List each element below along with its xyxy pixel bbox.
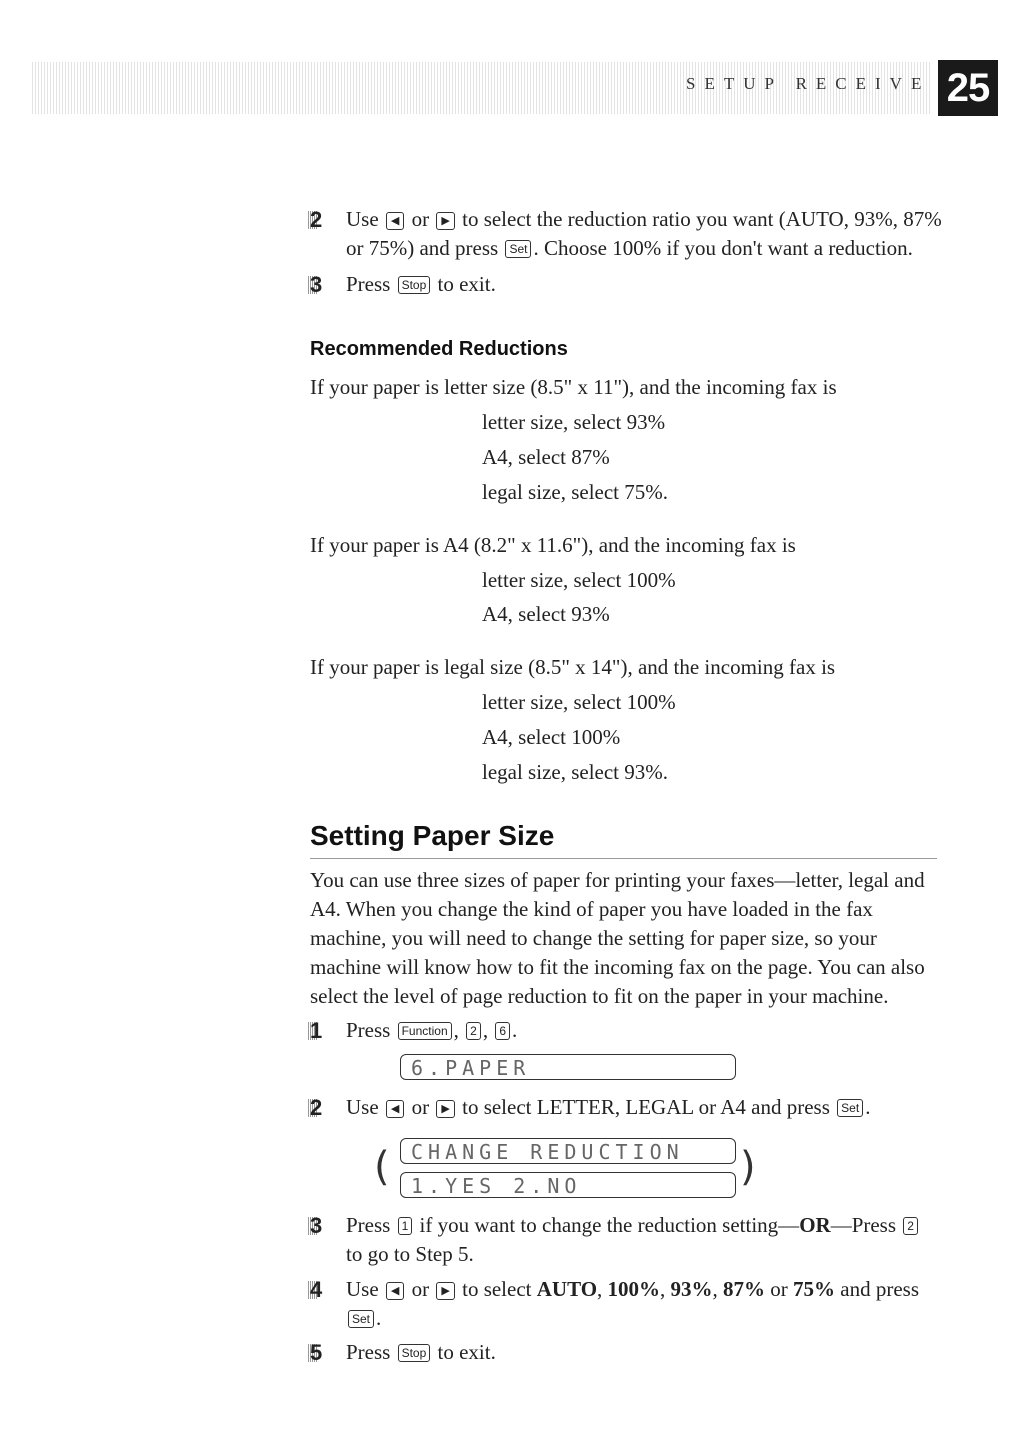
list-item: letter size, select 93% [482, 410, 666, 434]
paragraph: If your paper is A4 (8.2" x 11.6"), and the incoming fax is [310, 533, 796, 557]
section-title: SETUP RECEIVE [686, 74, 931, 93]
list-item: A4, select 87% [482, 445, 610, 469]
step-text: Use ◀ or ▶ to select the reduction ratio you want (AUTO, 93%, 87% or 75%) and press Set . Choose 100% if you don't want a reduction. [346, 207, 942, 260]
list-item: letter size, select 100% [482, 690, 676, 714]
key-1-icon: 1 [398, 1217, 413, 1235]
step-number: 5 [310, 1338, 338, 1367]
step-text: Press 1 if you want to change the reduction setting—OR—Press 2 to go to Step 5. [346, 1211, 946, 1269]
key-6-icon: 6 [495, 1022, 510, 1040]
list-item: legal size, select 75%. [482, 480, 669, 504]
heading-divider [310, 858, 937, 859]
stop-key-icon: Stop [398, 1344, 431, 1362]
right-arrow-key-icon: ▶ [436, 212, 454, 230]
step-number: 2 [310, 1093, 338, 1122]
right-bracket-icon: ) [740, 1144, 756, 1190]
right-arrow-key-icon: ▶ [436, 1282, 454, 1300]
step-number: 2 [310, 205, 338, 234]
left-arrow-key-icon: ◀ [386, 212, 404, 230]
lcd-display: CHANGE REDUCTION [400, 1138, 736, 1164]
key-2-icon: 2 [466, 1022, 481, 1040]
paragraph-line: machine will know how to fit the incoming fax on the page. You can also [310, 955, 925, 979]
paragraph-line: select the level of page reduction to fit on the paper in your machine. [310, 984, 889, 1008]
list-item: letter size, select 100% [482, 568, 676, 592]
paragraph-line: You can use three sizes of paper for printing your faxes—letter, legal and [310, 868, 925, 892]
step-number: 3 [310, 1211, 338, 1240]
section-heading: Setting Paper Size [310, 820, 555, 851]
set-key-icon: Set [837, 1099, 863, 1117]
lcd-display: 6.PAPER [400, 1054, 736, 1080]
paragraph-line: machine, you will need to change the setting for paper size, so your [310, 926, 877, 950]
left-bracket-icon: ( [374, 1144, 390, 1190]
paragraph: If your paper is legal size (8.5" x 14"), and the incoming fax is [310, 655, 836, 679]
step-number: 4 [310, 1275, 338, 1304]
step-text: Press Function , 2 , 6 . [346, 1018, 518, 1042]
step-text: Press Stop to exit. [346, 1340, 496, 1364]
paragraph: If your paper is letter size (8.5" x 11"), and the incoming fax is [310, 375, 837, 399]
right-arrow-key-icon: ▶ [436, 1100, 454, 1118]
lcd-display: 1.YES 2.NO [400, 1172, 736, 1198]
paragraph-line: A4. When you change the kind of paper you have loaded in the fax [310, 897, 873, 921]
subheading: Recommended Reductions [310, 338, 568, 360]
set-key-icon: Set [348, 1310, 374, 1328]
stop-key-icon: Stop [398, 276, 431, 294]
list-item: A4, select 100% [482, 725, 621, 749]
function-key-icon: Function [398, 1022, 452, 1040]
step-text: Press Stop to exit. [346, 272, 496, 296]
step-text: Use ◀ or ▶ to select LETTER, LEGAL or A4 and press Set . [346, 1095, 871, 1119]
left-arrow-key-icon: ◀ [386, 1100, 404, 1118]
step-number: 1 [310, 1016, 338, 1045]
list-item: A4, select 93% [482, 602, 610, 626]
step-text: Use ◀ or ▶ to select AUTO, 100%, 93%, 87% or 75% and press Set . [346, 1277, 920, 1330]
step-number: 3 [310, 270, 338, 299]
key-2-icon: 2 [903, 1217, 918, 1235]
list-item: legal size, select 93%. [482, 760, 669, 784]
left-arrow-key-icon: ◀ [386, 1282, 404, 1300]
page-number: 25 [938, 60, 998, 116]
set-key-icon: Set [505, 240, 531, 258]
